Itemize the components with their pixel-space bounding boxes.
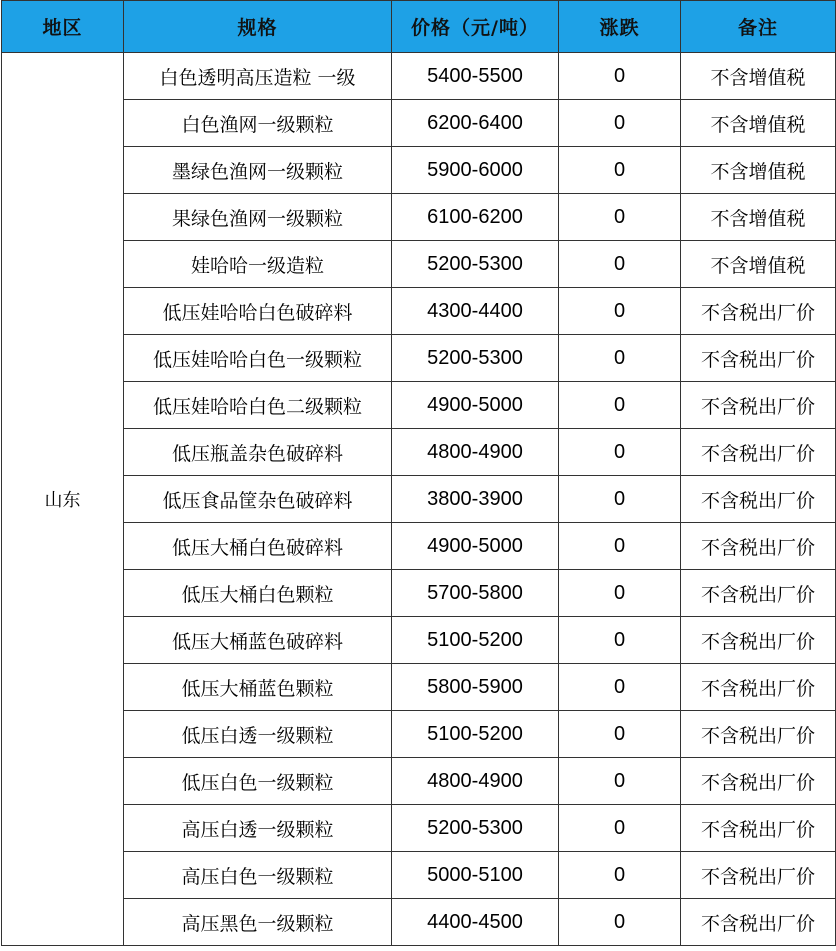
price-cell: 5200-5300: [392, 241, 559, 288]
note-cell: 不含税出厂价: [681, 852, 836, 899]
table-row: [2, 664, 836, 711]
spec-cell: 低压大桶蓝色颗粒: [124, 664, 392, 711]
spec-cell: 低压食品筐杂色破碎料: [124, 476, 392, 523]
price-cell: 4400-4500: [392, 899, 559, 946]
table-row: [2, 429, 836, 476]
spec-cell: 低压大桶白色破碎料: [124, 523, 392, 570]
change-cell: 0: [559, 147, 681, 194]
price-cell: 4800-4900: [392, 429, 559, 476]
spec-cell: 低压瓶盖杂色破碎料: [124, 429, 392, 476]
table-row: [2, 758, 836, 805]
note-cell: 不含税出厂价: [681, 523, 836, 570]
price-table: [1, 0, 836, 946]
change-cell: 0: [559, 758, 681, 805]
table-row: [2, 899, 836, 946]
price-cell: 5900-6000: [392, 147, 559, 194]
header-spec: 规格: [124, 1, 392, 53]
table-row: [2, 382, 836, 429]
spec-cell: 娃哈哈一级造粒: [124, 241, 392, 288]
note-cell: 不含税出厂价: [681, 335, 836, 382]
table-body: [2, 53, 836, 946]
header-row: [2, 1, 836, 53]
spec-cell: 低压大桶蓝色破碎料: [124, 617, 392, 664]
note-cell: 不含税出厂价: [681, 288, 836, 335]
price-cell: 3800-3900: [392, 476, 559, 523]
change-cell: 0: [559, 53, 681, 100]
spec-cell: 低压娃哈哈白色破碎料: [124, 288, 392, 335]
spec-cell: 白色渔网一级颗粒: [124, 100, 392, 147]
header-region: 地区: [2, 1, 124, 53]
spec-cell: 低压白色一级颗粒: [124, 758, 392, 805]
spec-cell: 高压白色一级颗粒: [124, 852, 392, 899]
price-cell: 5200-5300: [392, 805, 559, 852]
change-cell: 0: [559, 194, 681, 241]
note-cell: 不含增值税: [681, 53, 836, 100]
spec-cell: 高压白透一级颗粒: [124, 805, 392, 852]
spec-cell: 低压白透一级颗粒: [124, 711, 392, 758]
note-cell: 不含税出厂价: [681, 899, 836, 946]
note-cell: 不含税出厂价: [681, 617, 836, 664]
spec-cell: 低压大桶白色颗粒: [124, 570, 392, 617]
note-cell: 不含税出厂价: [681, 570, 836, 617]
table-row: [2, 147, 836, 194]
change-cell: 0: [559, 617, 681, 664]
table-row: [2, 53, 836, 100]
change-cell: 0: [559, 335, 681, 382]
note-cell: 不含税出厂价: [681, 711, 836, 758]
spec-cell: 白色透明高压造粒 一级: [124, 53, 392, 100]
price-cell: 4900-5000: [392, 523, 559, 570]
change-cell: 0: [559, 523, 681, 570]
header-price: 价格（元/吨）: [392, 1, 559, 53]
change-cell: 0: [559, 476, 681, 523]
table-row: [2, 476, 836, 523]
header-note: 备注: [681, 1, 836, 53]
change-cell: 0: [559, 899, 681, 946]
price-cell: 4800-4900: [392, 758, 559, 805]
note-cell: 不含税出厂价: [681, 429, 836, 476]
price-cell: 5200-5300: [392, 335, 559, 382]
price-cell: 5800-5900: [392, 664, 559, 711]
table-header: [2, 1, 836, 53]
header-change: 涨跌: [559, 1, 681, 53]
price-cell: 4300-4400: [392, 288, 559, 335]
table-row: [2, 194, 836, 241]
change-cell: 0: [559, 429, 681, 476]
spec-cell: 果绿色渔网一级颗粒: [124, 194, 392, 241]
note-cell: 不含税出厂价: [681, 664, 836, 711]
table-row: [2, 570, 836, 617]
table-row: [2, 100, 836, 147]
price-cell: 5100-5200: [392, 711, 559, 758]
price-cell: 5700-5800: [392, 570, 559, 617]
table-row: [2, 335, 836, 382]
price-cell: 5100-5200: [392, 617, 559, 664]
price-cell: 4900-5000: [392, 382, 559, 429]
price-cell: 6100-6200: [392, 194, 559, 241]
table-row: [2, 805, 836, 852]
table-row: [2, 241, 836, 288]
change-cell: 0: [559, 570, 681, 617]
table-row: [2, 617, 836, 664]
note-cell: 不含增值税: [681, 194, 836, 241]
price-cell: 5400-5500: [392, 53, 559, 100]
note-cell: 不含税出厂价: [681, 476, 836, 523]
spec-cell: 高压黑色一级颗粒: [124, 899, 392, 946]
note-cell: 不含增值税: [681, 241, 836, 288]
change-cell: 0: [559, 664, 681, 711]
price-cell: 5000-5100: [392, 852, 559, 899]
change-cell: 0: [559, 805, 681, 852]
note-cell: 不含税出厂价: [681, 805, 836, 852]
change-cell: 0: [559, 100, 681, 147]
note-cell: 不含增值税: [681, 147, 836, 194]
change-cell: 0: [559, 288, 681, 335]
spec-cell: 低压娃哈哈白色二级颗粒: [124, 382, 392, 429]
change-cell: 0: [559, 852, 681, 899]
table-row: [2, 523, 836, 570]
change-cell: 0: [559, 382, 681, 429]
price-cell: 6200-6400: [392, 100, 559, 147]
change-cell: 0: [559, 241, 681, 288]
spec-cell: 墨绿色渔网一级颗粒: [124, 147, 392, 194]
table-row: [2, 288, 836, 335]
note-cell: 不含增值税: [681, 100, 836, 147]
note-cell: 不含税出厂价: [681, 382, 836, 429]
spec-cell: 低压娃哈哈白色一级颗粒: [124, 335, 392, 382]
region-cell: 山东: [2, 53, 124, 946]
change-cell: 0: [559, 711, 681, 758]
table-row: [2, 852, 836, 899]
table-row: [2, 711, 836, 758]
note-cell: 不含税出厂价: [681, 758, 836, 805]
